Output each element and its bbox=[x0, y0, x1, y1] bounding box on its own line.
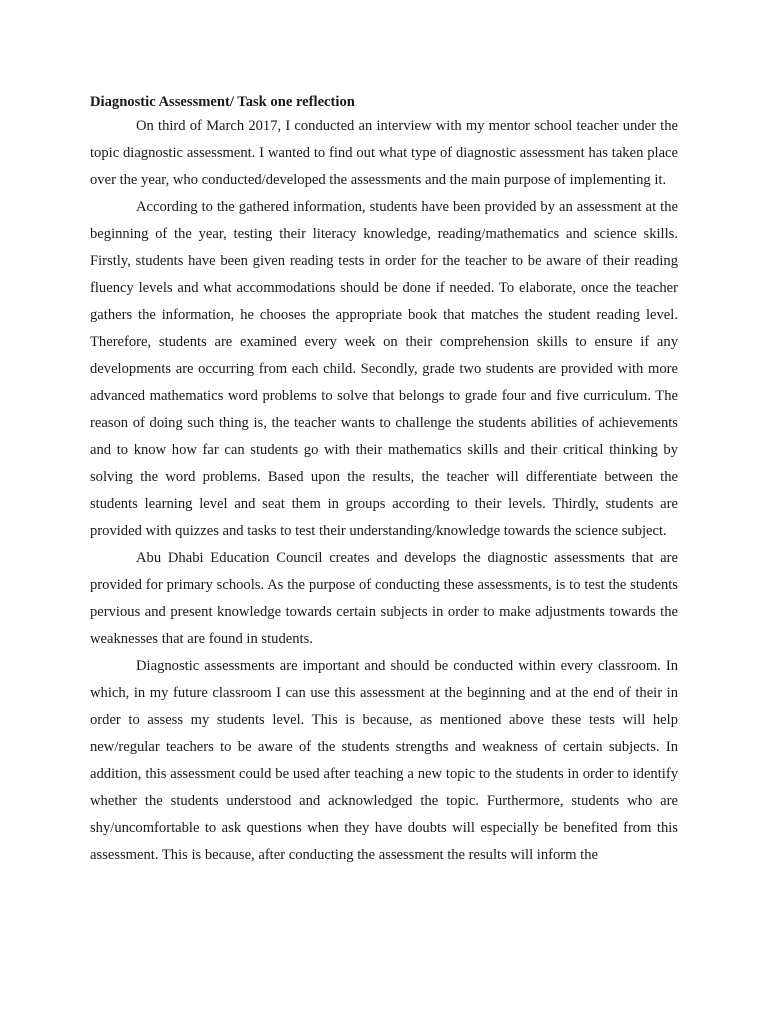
document-title: Diagnostic Assessment/ Task one reflection bbox=[90, 94, 355, 110]
paragraph-interview-intro: On third of March 2017, I conducted an interview with my mentor school teacher under the topic diagnostic assessment. I wanted to find out what type of diagnostic assessment has taken place over the year, who conducted/developed the assessments and the main purpose of implementing it. bbox=[90, 118, 678, 188]
paragraph-importance: Diagnostic assessments are important and should be conducted within every classroom. In which, in my future classroom I can use this assessment at the beginning and at the end of their in order to assess my students level. This is because, as mentioned above these tests will help new/regular teachers to be aware of the students strengths and weakness of certain subjects. In addition, this assessment could be used after teaching a new topic to the students in order to identify whether the students understood and acknowledged the topic. Furthermore, students who are shy/uncomfortable to ask questions when they have doubts will especially be benefited from this assessment. This is because, after conducting the assessment the results will inform the bbox=[90, 658, 678, 863]
paragraph-adec: Abu Dhabi Education Council creates and develops the diagnostic assessments that are provided for primary schools. As the purpose of conducting these assessments, is to test the students pervious and present knowledge towards certain subjects in order to make adjustments towards the weaknesses that are found in students. bbox=[90, 550, 678, 647]
document-body bbox=[90, 92, 678, 869]
paragraph-gathered-information: According to the gathered information, students have been provided by an assessment at the beginning of the year, testing their literacy knowledge, reading/mathematics and science skills. Firstly, students have been given reading tests in order for the teacher to be aware of their reading fluency levels and what accommodations should be done if needed. To elaborate, once the teacher gathers the information, he chooses the appropriate book that matches the student reading level. Therefore, students are examined every week on their comprehension skills to ensure if any developments are occurring from each child. Secondly, grade two students are provided with more advanced mathematics word problems to solve that belongs to grade four and five curriculum. The reason of doing such thing is, the teacher wants to challenge the students abilities of achievements and to know how far can students go with their mathematics skills and their critical thinking by solving the word problems. Based upon the results, the teacher will differentiate between the students learning level and seat them in groups according to their levels. Thirdly, students are provided with quizzes and tasks to test their understanding/knowledge towards the science subject. bbox=[90, 199, 678, 539]
